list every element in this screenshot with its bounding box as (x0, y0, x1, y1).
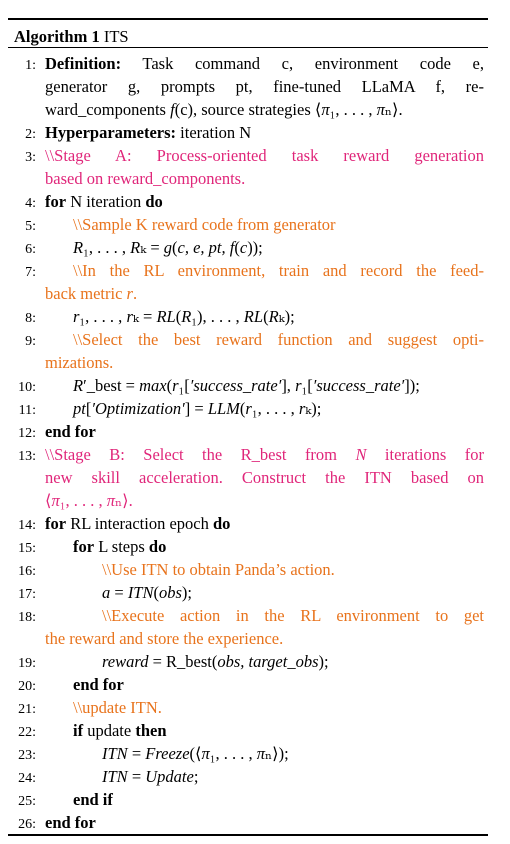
line-segment: ₁), . . . , (191, 307, 244, 326)
line-number: 8: (25, 311, 36, 326)
algorithm-line (0, 190, 510, 214)
line-segment: \\Use ITN to obtain Panda’s action. (102, 560, 335, 579)
line-segment: ₁, . . . , (79, 307, 127, 326)
line-number: 19: (18, 656, 36, 671)
line-segment: \\Stage A: Process-oriented task reward generation (45, 146, 484, 165)
line-text (73, 259, 484, 282)
line-text (45, 512, 484, 535)
line-segment: ₙ⟩. (115, 491, 133, 510)
line-segment: the reward and store the experience. (45, 629, 284, 648)
algorithm-line (0, 788, 510, 812)
line-segment: . (132, 284, 138, 303)
line-segment: N (355, 445, 367, 464)
line-number: 2: (25, 127, 36, 142)
line-segment: c, e, pt, f (177, 238, 235, 257)
line-segment: iterations for (366, 445, 485, 464)
line-text (73, 328, 484, 351)
algorithm-line (0, 351, 510, 375)
line-segment: [ (85, 399, 92, 418)
line-segment: iteration N (176, 123, 252, 142)
line-text (73, 213, 484, 236)
line-segment: r (73, 307, 80, 326)
line-segment: ₙ⟩); (265, 744, 289, 763)
line-segment: R (130, 238, 141, 257)
line-segment: \\Stage B: Select the R_best from (45, 445, 356, 464)
line-text (102, 604, 484, 627)
line-segment: = (110, 583, 128, 602)
line-text (45, 167, 484, 190)
line-segment: ₁, . . . , (83, 238, 131, 257)
line-segment: c (239, 238, 248, 257)
line-text (102, 650, 484, 673)
line-segment: r (126, 284, 133, 303)
algorithm-line (0, 443, 510, 467)
line-segment: ′_best = (83, 376, 140, 395)
line-text (45, 466, 484, 489)
line-segment: for (45, 514, 67, 533)
line-segment: ₖ = (132, 307, 157, 326)
line-segment: \\In the RL environment, train and record the feed- (73, 261, 484, 280)
line-number: 6: (25, 242, 36, 257)
algorithm-line (0, 98, 510, 122)
line-text (45, 121, 484, 144)
line-segment: ward_components (45, 100, 171, 119)
line-text (45, 443, 484, 466)
algorithm-line (0, 650, 510, 674)
algorithm-line (0, 75, 510, 99)
algorithm-line (0, 52, 510, 76)
line-segment: end for (45, 422, 96, 441)
line-segment: ₖ); (305, 399, 322, 418)
line-text (45, 144, 484, 167)
line-text (73, 397, 484, 420)
line-segment: π (321, 100, 330, 119)
line-text (73, 719, 484, 742)
line-text (102, 765, 484, 788)
line-segment: max (139, 376, 167, 395)
line-segment: Freeze (145, 744, 190, 763)
algorithm-line (0, 236, 510, 260)
line-number: 26: (18, 817, 36, 832)
line-segment: ]); (404, 376, 420, 395)
line-segment: R (73, 238, 84, 257)
line-text (73, 673, 484, 696)
line-text (45, 627, 484, 650)
line-number: 22: (18, 725, 36, 740)
line-segment: \\Sample K reward code from generator (73, 215, 336, 234)
line-text (102, 581, 484, 604)
line-segment: Hyperparameters: (45, 123, 177, 142)
line-segment: ⟨ (45, 491, 52, 510)
algorithm-line (0, 558, 510, 582)
line-number: 11: (18, 403, 36, 418)
line-segment: f (170, 100, 175, 119)
line-segment: )); (247, 238, 263, 257)
line-segment: based on reward_components. (45, 169, 246, 188)
line-number: 24: (18, 771, 36, 786)
line-segment: ITN (102, 767, 128, 786)
line-segment: mizations. (45, 353, 114, 372)
line-segment: ( (166, 376, 173, 395)
line-text (102, 742, 484, 765)
line-segment: update (83, 721, 136, 740)
line-segment: then (135, 721, 167, 740)
algorithm-line (0, 374, 510, 398)
line-segment: end for (73, 675, 124, 694)
line-segment: r (245, 399, 252, 418)
line-segment: reward (102, 652, 149, 671)
algorithm-line (0, 282, 510, 306)
line-text (102, 558, 484, 581)
line-text (45, 75, 484, 98)
line-segment: generator g, prompts pt, fine-tuned LLaMA f, re- (45, 77, 484, 96)
algorithm-line (0, 489, 510, 513)
line-segment: RL (156, 307, 176, 326)
line-text (73, 374, 484, 397)
algorithm-line (0, 627, 510, 651)
line-segment: do (148, 537, 167, 556)
line-number: 16: (18, 564, 36, 579)
line-segment: ); (181, 583, 193, 602)
line-text (73, 236, 484, 259)
line-segment: R (268, 307, 279, 326)
algorithm-line (0, 581, 510, 605)
line-number: 12: (18, 426, 36, 441)
line-segment: = R_best( (148, 652, 218, 671)
line-number: 13: (18, 449, 36, 464)
line-number: 25: (18, 794, 36, 809)
line-segment: π (256, 744, 266, 763)
line-segment: do (145, 192, 163, 211)
line-text (73, 788, 484, 811)
line-segment: ₖ = (140, 238, 164, 257)
line-segment: ₁, . . . , (329, 100, 377, 119)
line-segment: π (106, 491, 116, 510)
line-segment: ] = (184, 399, 208, 418)
line-segment: ( (239, 399, 246, 418)
line-number: 9: (25, 334, 36, 349)
line-number: 18: (18, 610, 36, 625)
line-segment: r (126, 307, 133, 326)
algorithm-name: ITS (103, 27, 129, 46)
line-segment: ₁[ (178, 376, 190, 395)
line-segment: ′success_rate′ (312, 376, 405, 395)
line-segment: ₙ⟩. (384, 100, 403, 119)
line-segment: \\Execute action in the RL environment to get (102, 606, 484, 625)
line-number: 5: (25, 219, 36, 234)
title-rule (8, 47, 488, 48)
algorithm-line (0, 167, 510, 191)
algorithm-line (0, 673, 510, 697)
algorithm-line (0, 213, 510, 237)
line-segment: do (213, 514, 231, 533)
line-number: 17: (18, 587, 36, 602)
bottom-rule (8, 834, 488, 836)
line-segment: r (172, 376, 179, 395)
line-segment: end if (73, 790, 113, 809)
line-segment: Update (145, 767, 194, 786)
line-segment: π (201, 744, 210, 763)
line-segment: RL (243, 307, 264, 326)
line-text (45, 190, 484, 213)
line-segment: ( (172, 238, 178, 257)
line-segment: g (163, 238, 173, 257)
line-segment: RL interaction epoch (66, 514, 213, 533)
line-text (73, 305, 484, 328)
line-segment: a (102, 583, 111, 602)
algorithm-line (0, 512, 510, 536)
line-segment: for (73, 537, 95, 556)
algorithm-title (14, 27, 129, 47)
algorithm-line (0, 144, 510, 168)
line-segment: LLM (207, 399, 240, 418)
algorithm-line (0, 535, 510, 559)
line-number: 10: (18, 380, 36, 395)
line-segment: ); (318, 652, 329, 671)
algorithm-line (0, 259, 510, 283)
line-segment: ; (193, 767, 199, 786)
line-segment: if (73, 721, 84, 740)
line-segment: ′success_rate′ (189, 376, 282, 395)
line-segment: ₁, . . . , (209, 744, 257, 763)
line-text (45, 52, 484, 75)
line-segment: ₁[ (301, 376, 313, 395)
line-segment: N iteration (66, 192, 146, 211)
line-segment: (⟨ (189, 744, 202, 763)
line-text (45, 351, 484, 374)
line-segment: \\Select the best reward function and suggest opti- (73, 330, 484, 349)
line-segment: ITN (127, 583, 154, 602)
line-segment: pt (73, 399, 86, 418)
line-number: 20: (18, 679, 36, 694)
line-segment: \\update ITN. (73, 698, 162, 717)
line-segment: π (51, 491, 60, 510)
line-segment: ( (234, 238, 240, 257)
line-segment: ITN (102, 744, 128, 763)
line-segment: ₁, . . . , (251, 399, 299, 418)
line-segment: L steps (94, 537, 149, 556)
line-segment: back metric (45, 284, 127, 303)
line-number: 21: (18, 702, 36, 717)
line-text (45, 98, 484, 121)
line-segment: new skill acceleration. Construct the ITN based on (45, 468, 484, 487)
algorithm-line (0, 742, 510, 766)
line-text (73, 696, 484, 719)
line-segment: R (181, 307, 192, 326)
line-number: 15: (18, 541, 36, 556)
algorithm-line (0, 811, 510, 835)
line-segment: ₁, . . . , (59, 491, 107, 510)
algorithm-line (0, 604, 510, 628)
line-segment: Task command c, environment code e, (121, 54, 484, 73)
line-segment: π (376, 100, 385, 119)
top-rule (8, 18, 488, 20)
line-segment: ( (175, 307, 182, 326)
line-segment: R (73, 376, 84, 395)
algorithm-line (0, 121, 510, 145)
algorithm-label: Algorithm 1 (14, 27, 100, 46)
line-segment: r (298, 399, 306, 418)
line-number: 7: (25, 265, 36, 280)
line-segment: = (127, 767, 146, 786)
algorithm-line (0, 328, 510, 352)
line-text (45, 489, 484, 512)
line-segment: end for (45, 813, 96, 832)
algorithm-line (0, 696, 510, 720)
line-segment: obs (159, 583, 182, 602)
line-segment: r (295, 376, 302, 395)
algorithm-line (0, 765, 510, 789)
algorithm-line (0, 466, 510, 490)
line-number: 1: (25, 58, 36, 73)
line-segment: ₖ); (278, 307, 295, 326)
line-text (73, 535, 484, 558)
line-text (45, 420, 484, 443)
line-segment: ], (281, 376, 296, 395)
algorithm-line (0, 420, 510, 444)
algorithm-line (0, 719, 510, 743)
line-text (45, 811, 484, 834)
algorithm-line (0, 397, 510, 421)
line-number: 3: (25, 150, 36, 165)
line-number: 4: (25, 196, 36, 211)
line-segment: Definition: (45, 54, 122, 73)
line-segment: ( (263, 307, 269, 326)
algorithm-line (0, 305, 510, 329)
line-segment: = (127, 744, 146, 763)
line-text (45, 282, 484, 305)
line-segment: (c), source strategies ⟨ (174, 100, 322, 119)
line-segment: for (45, 192, 67, 211)
line-number: 23: (18, 748, 36, 763)
line-segment: ( (153, 583, 159, 602)
line-segment: ′Optimization′ (91, 399, 185, 418)
line-segment: obs, target_obs (217, 652, 319, 671)
line-number: 14: (18, 518, 36, 533)
